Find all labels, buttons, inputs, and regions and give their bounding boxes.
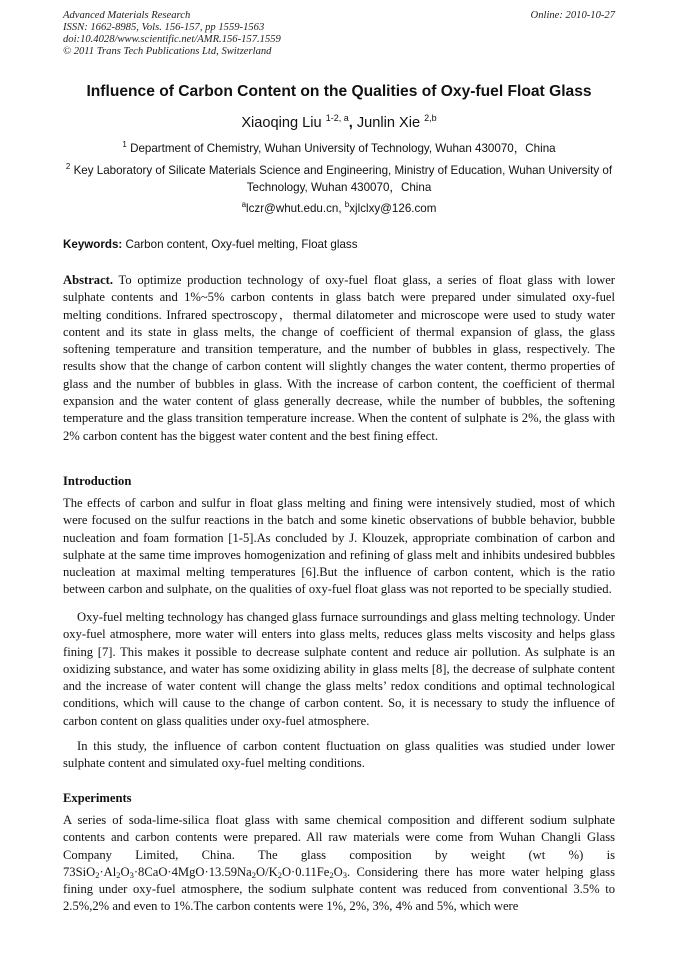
copyright: © 2011 Trans Tech Publications Ltd, Switzerland: [63, 46, 272, 57]
issn: ISSN: 1662-8985, Vols. 156-157, pp 1559-1563: [63, 22, 265, 33]
paragraph: In this study, the influence of carbon content fluctuation on glass qualities was studied under lower sulphate content and simulated oxy-fuel melting conditions.: [63, 739, 615, 771]
paragraph: Oxy-fuel melting technology has changed glass furnace surroundings and glass melting technology. Under oxy-fuel atmosphere, more water will enters into glass melts, reduces glass melts viscosity and helps glass fining [7]. This makes it possible to decrease sulphate content and reduce air pollution. As sulphate is an oxidizing substance, and water has some oxidizing ability in glass melts [8], the decrease of sulphate content and the increase of water content will change the glass melts’ redox conditions and optimal technological conditions, which will cause to the change of carbon content. So, it is necessary to study the influence of carbon content on glass qualities under oxy-fuel atmosphere.: [63, 610, 615, 728]
email-address: xjlclxy@126.com: [349, 202, 437, 215]
author-name: Junlin Xie: [356, 115, 425, 131]
email-address: lczr@whut.edu.cn,: [246, 202, 345, 215]
section-heading-experiments: Experiments: [63, 791, 132, 805]
affiliation-number: 1: [122, 140, 127, 149]
author-affiliation-mark: 1-2, a: [325, 113, 349, 123]
online-date: Online: 2010-10-27: [530, 10, 615, 21]
affiliation: [60, 140, 618, 157]
author-name: Xiaoqing Liu: [241, 115, 326, 131]
email-mark: a: [241, 200, 247, 209]
affiliation-text: Key Laboratory of Silicate Materials Science and Engineering, Ministry of Education, Wuhan University of Technology, Wuhan 430070，China: [70, 164, 613, 194]
text-run: ·8CaO·4MgO·13.59Na: [133, 864, 252, 879]
email-mark: b: [344, 200, 350, 209]
paragraph: The effects of carbon and sulfur in float glass melting and fining were intensively studied, most of which were focused on the sulfur reactions in the batch and some kinetic observations of bubble behavior, bubble nucleation and foam formation [1-5].As concluded by J. Klouzek, appropriate combination of carbon and sulphate at the same time improves homogenization and refining of glass melt and inhibits undesired bubbles nucleation at maximal melting temperatures [6].But the influence of carbon content, which is the ratio between carbon and sulphate, on the qualities of oxy-fuel float glass was not reported to be specially studied.: [63, 496, 615, 597]
abstract-label: Abstract.: [63, 273, 114, 287]
journal-name: Advanced Materials Research: [63, 10, 191, 21]
subscript: 2: [95, 869, 100, 880]
text-run: O: [333, 864, 343, 879]
text-run: O·0.11Fe: [281, 864, 330, 879]
paper-title: Influence of Carbon Content on the Qualities of Oxy-fuel Float Glass: [86, 83, 592, 100]
journal-header: [63, 10, 615, 58]
text-run: O: [120, 864, 130, 879]
author-line: [40, 114, 638, 132]
text-run: A series of soda-lime-silica float glass with same chemical composition and different sodium sulphate contents and carbon contents were prepared. All raw materials were come from Wuhan Changli Glass Company Limited, China. The glass composition by weight (wt %) is 73SiO: [63, 813, 615, 879]
abstract: [63, 272, 615, 445]
author-affiliation-mark: 2,b: [424, 113, 437, 123]
abstract-text: To optimize production technology of oxy-fuel float glass, a series of float glass with lower sulphate contents and 1%~5% carbon contents in glass batch were prepared under simulated oxy-fuel melting conditions. Infrared spectroscopy，thermal dilatometer and microscope were used to study water content and its state in glass melts, the change of coefficient of thermal expansion of glass, the glass softening temperature and transition temperature, and the number of bubbles in glass, respectively. The results show that the change of carbon content will slightly changes the water content, thermo properties of glass and the number of bubbles in glass. With the increase of carbon content, the coefficient of thermal expansion and the water content of glass generally decrease, while the number of bubbles, the softening temperature and the glass transition temperature increase. When the content of sulphate is 2%, the glass with 2% carbon content has the biggest water content and the best fining effect.: [63, 273, 615, 443]
subscript: 3: [342, 869, 348, 880]
subscript: 2: [251, 869, 256, 880]
affiliation: [60, 162, 618, 196]
affiliation-number: 2: [65, 162, 71, 171]
subscript: 3: [129, 869, 134, 880]
keywords: [63, 236, 615, 253]
subscript: 2: [329, 869, 334, 880]
keywords-label: Keywords:: [63, 238, 123, 251]
text-run: . Considering there has more water helping glass fining under oxy-fuel atmosphere, the sodium sulphate content was reduced from conventional 3.5% to 2.5%,2% and even to 1%.The carbon contents were 1%, 2%, 3%, 4% and 5%, which were: [63, 864, 615, 914]
email-line: [60, 200, 618, 217]
text-run: O/K: [255, 864, 278, 879]
paragraph: [63, 812, 615, 916]
keywords-text: Carbon content, Oxy-fuel melting, Float glass: [122, 238, 358, 251]
subscript: 2: [116, 869, 121, 880]
author-separator: ,: [348, 115, 357, 131]
section-heading-introduction: Introduction: [63, 474, 132, 488]
doi: doi:10.4028/www.scientific.net/AMR.156-157.1559: [63, 34, 281, 45]
affiliation-text: Department of Chemistry, Wuhan University of Technology, Wuhan 430070，China: [126, 142, 556, 155]
text-run: ·Al: [99, 864, 117, 879]
subscript: 2: [277, 869, 282, 880]
